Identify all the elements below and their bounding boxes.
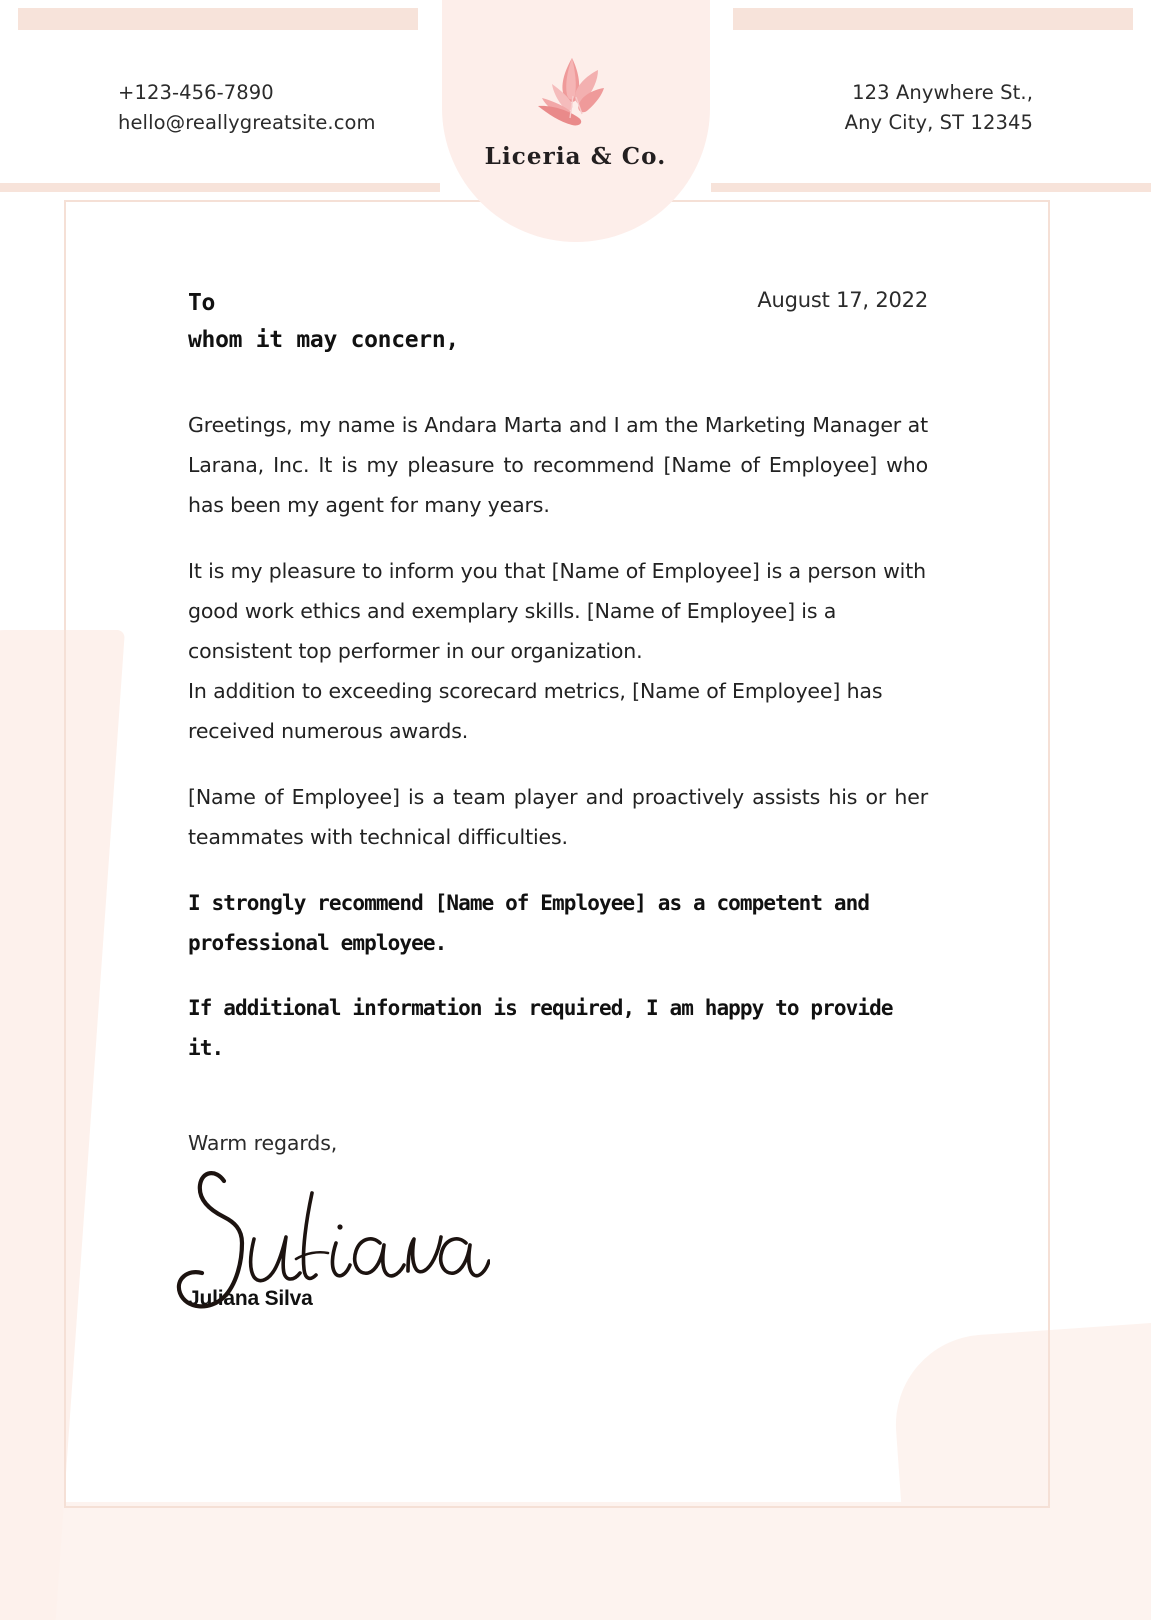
phone-number: +123-456-7890 xyxy=(118,81,274,104)
body-paragraph-5: I strongly recommend [Name of Employee] as a competent and professional employee. xyxy=(188,890,870,955)
email-address: hello@reallygreatsite.com xyxy=(118,110,376,134)
address-line-2: Any City, ST 12345 xyxy=(844,110,1033,134)
letter-content xyxy=(188,285,928,1311)
signature-block xyxy=(150,1151,928,1301)
letter-date: August 17, 2022 xyxy=(757,288,928,312)
salutation-row xyxy=(188,285,928,360)
salutation-line-1: To xyxy=(188,290,216,316)
mid-rule-right-decoration xyxy=(711,183,1151,192)
letter-body xyxy=(188,406,928,1069)
brand-name: Liceria & Co. xyxy=(484,143,667,170)
letterhead-header xyxy=(0,78,1151,158)
address-line-1: 123 Anywhere St., xyxy=(852,81,1033,104)
contact-left-block xyxy=(118,78,376,137)
body-paragraph-4: [Name of Employee] is a team player and proactively assists his or her teammates with technical difficulties. xyxy=(188,784,928,849)
salutation-line-2: whom it may concern, xyxy=(188,327,459,354)
body-paragraph-3: In addition to exceeding scorecard metrics, [Name of Employee] has received numerous awards. xyxy=(188,678,883,743)
handwritten-signature-icon xyxy=(150,1151,490,1326)
top-bar-right-decoration xyxy=(733,8,1133,30)
closing-line: Warm regards, xyxy=(188,1131,338,1156)
top-bar-left-decoration xyxy=(18,8,418,30)
signature-printed-name: Juliana Silva xyxy=(188,1287,313,1311)
body-paragraph-1: Greetings, my name is Andara Marta and I am the Marketing Manager at Larana, Inc. It is my pleasure to recommend [Name of Employee] who has been my agent for many years. xyxy=(188,412,928,517)
salutation-block xyxy=(188,285,459,360)
mid-rule-left-decoration xyxy=(0,183,440,192)
contact-right-block xyxy=(845,78,1033,137)
body-paragraph-2: It is my pleasure to inform you that [Name of Employee] is a person with good work ethics and exemplary skills. [Name of Employee] is a consistent top performer in our organization. xyxy=(188,558,926,663)
body-paragraph-6: If additional information is required, I am happy to provide it. xyxy=(188,996,893,1061)
